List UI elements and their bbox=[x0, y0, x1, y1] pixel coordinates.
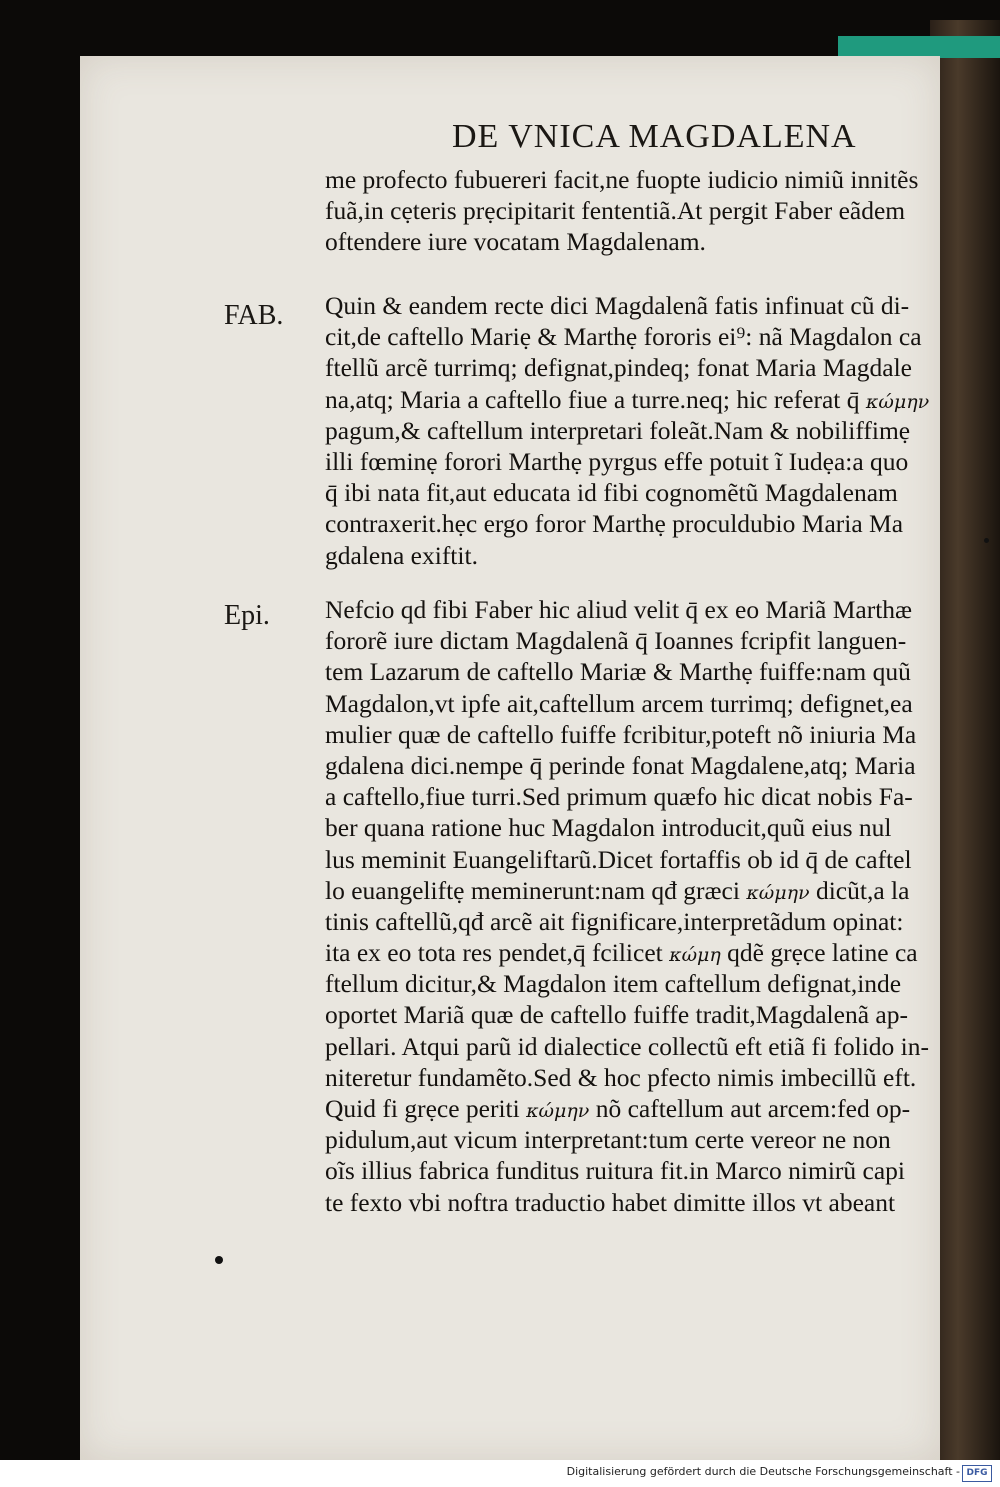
text-line: cit,de caftello Mariẹ & Marthẹ fororis ei⁹: nã Magdalon ca bbox=[325, 322, 922, 352]
text-segment: nõ caftellum aut arcem:fed op- bbox=[595, 1094, 911, 1123]
text-line: tinis caftellũ,qđ arcẽ ait fignificare,interpretãdum opinat: bbox=[325, 906, 904, 936]
text-line: gdalena dici.nempe q̄ perinde fonat Magdalene,atq; Maria bbox=[325, 750, 916, 780]
greek-word: κώμην bbox=[865, 390, 930, 413]
text-line bbox=[325, 875, 940, 906]
text-line: pagum,& caftellum interpretari foleãt.Nam & nobiliffimẹ bbox=[325, 415, 911, 445]
dfg-logo: DFG bbox=[962, 1465, 992, 1482]
ink-spot bbox=[215, 1256, 223, 1264]
paragraph-3 bbox=[325, 594, 940, 1218]
text-line: lus meminit Euangeliftarũ.Dicet fortaffis ob id q̄ de caftel bbox=[325, 844, 912, 874]
text-line bbox=[325, 937, 940, 968]
text-line: contraxerit.hẹc ergo foror Marthẹ proculdubio Maria Ma bbox=[325, 509, 904, 539]
text-line: me profecto fubuereri facit,ne fuopte iudicio nimiũ innitẽs bbox=[325, 165, 919, 194]
text-line: niteretur fundamẽto.Sed & hoc pfecto nimis imbecillũ eft. bbox=[325, 1062, 917, 1092]
text-line: mulier quæ de caftello fuiffe fcribitur,poteft nõ iniuria Ma bbox=[325, 719, 917, 749]
greek-word: κώμη bbox=[669, 944, 721, 967]
color-tab bbox=[838, 36, 1000, 58]
text-line: fororẽ iure dictam Magdalenã q̄ Ioannes fcripfit languen- bbox=[325, 626, 907, 656]
text-segment: lo euangeliftẹ meminerunt:nam qđ græci bbox=[325, 875, 740, 905]
text-line: oportet Mariã quæ de caftello fuiffe tradit,Magdalenã ap- bbox=[325, 1000, 908, 1030]
text-line bbox=[325, 384, 940, 415]
paragraph-2 bbox=[325, 290, 940, 571]
text-segment: na,atq; Maria a caftello fiue a turre.neq; hic referat q̄ bbox=[325, 384, 860, 414]
text-line: Magdalon,vt ipfe ait,caftellum arcem turrimq; defignet,ea bbox=[325, 688, 913, 718]
text-segment: dicũt,a la bbox=[815, 875, 910, 905]
ink-spot bbox=[984, 538, 989, 543]
text-line: pellari. Atqui parũ id dialectice collectũ eft etiã fi folido in- bbox=[325, 1031, 929, 1061]
paragraph-1 bbox=[325, 164, 940, 258]
text-line: pidulum,aut vicum interpretant:tum certe vereor ne non bbox=[325, 1125, 891, 1155]
text-line: ftellum dicitur,& Magdalon item caftellum defignat,inde bbox=[325, 969, 902, 999]
text-segment: qdẽ grẹce latine ca bbox=[727, 938, 918, 968]
text-segment: Quid fi grẹce periti bbox=[325, 1094, 520, 1123]
text-line: a caftello,fiue turri.Sed primum quæfo hic dicat nobis Fa- bbox=[325, 782, 913, 812]
text-line: oftendere iure vocatam Magdalenam. bbox=[325, 227, 706, 257]
text-line: Nefcio qd fibi Faber hic aliud velit q̄ ex eo Mariã Marthæ bbox=[325, 595, 913, 624]
text-line: oĩs illius fabrica funditus ruitura fit.in Marco nimirũ capi bbox=[325, 1156, 905, 1186]
text-line: fuã,in cẹteris prẹcipitarit fententiã.At pergit Faber eãdem bbox=[325, 196, 906, 226]
footer-credit: Digitalisierung gefördert durch die Deutsche Forschungsgemeinschaft - bbox=[566, 1465, 960, 1478]
text-line: ber quana ratione huc Magdalon introducit,quũ eius nul bbox=[325, 813, 892, 843]
text-line bbox=[325, 1093, 940, 1124]
text-line: q̄ ibi nata fit,aut educata id fibi cognomẽtũ Magdalenam bbox=[325, 478, 898, 508]
book-edge bbox=[930, 20, 1000, 1460]
digitization-footer bbox=[0, 1460, 1000, 1487]
text-line: tem Lazarum de caftello Mariæ & Marthẹ fuiffe:nam quũ bbox=[325, 657, 911, 687]
text-line: te fexto vbi noftra traductio habet dimitte illos vt abeant bbox=[325, 1187, 896, 1217]
greek-word: κώμην bbox=[526, 1100, 590, 1122]
greek-word: κώμην bbox=[746, 881, 810, 904]
marginal-label-epi: Epi. bbox=[224, 600, 270, 631]
text-line: illi fœminẹ forori Marthẹ pyrgus effe potuit ĩ Iudẹa:a quo bbox=[325, 446, 909, 476]
text-line: ftellũ arcẽ turrimq; defignat,pindeq; fonat Maria Magdale bbox=[325, 353, 912, 383]
running-head: DE VNICA MAGDALENA bbox=[452, 118, 857, 155]
text-line: gdalena exiftit. bbox=[325, 540, 478, 570]
marginal-label-fab: FAB. bbox=[224, 300, 284, 331]
text-line: Quin & eandem recte dici Magdalenã fatis infinuat cũ di- bbox=[325, 291, 910, 320]
text-segment: ita ex eo tota res pendet,q̄ fcilicet bbox=[325, 938, 663, 968]
